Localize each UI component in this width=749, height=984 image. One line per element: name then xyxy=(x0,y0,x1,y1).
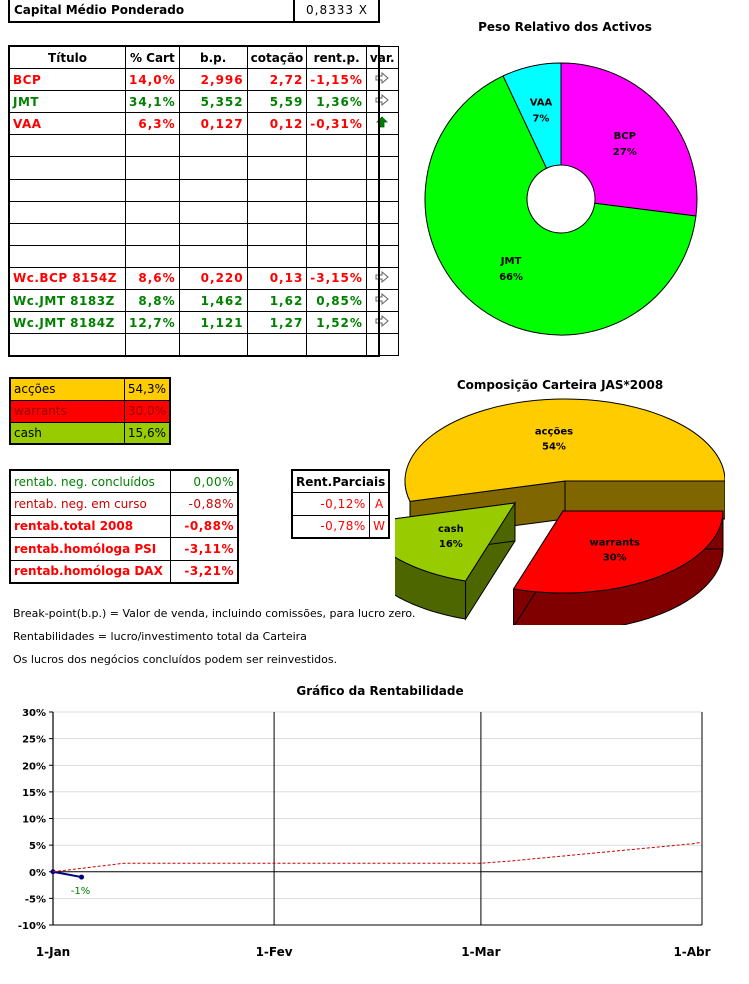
rentab-value: -0,88% xyxy=(170,515,238,538)
holding-name: JMT xyxy=(10,91,126,113)
holding-bp: 5,352 xyxy=(179,91,247,113)
composition-value: 15,6% xyxy=(124,422,170,444)
holding-name xyxy=(10,179,126,201)
holding-row xyxy=(10,312,399,334)
holding-cotacao: 1,27 xyxy=(247,312,307,334)
line-ytick-label: 0% xyxy=(29,867,46,879)
note-break-point: Break-point(b.p.) = Valor de venda, incluindo comissões, para lucro zero. xyxy=(13,607,416,620)
rent-parcial-tag: A xyxy=(369,493,389,516)
holding-name xyxy=(10,135,126,157)
holding-pct xyxy=(126,201,180,223)
holding-pct: 12,7% xyxy=(126,312,180,334)
col-pct-cart: % Cart xyxy=(126,47,180,69)
holding-rent: 1,52% xyxy=(307,312,367,334)
pie3d-label-value: 54% xyxy=(542,441,566,453)
holding-name xyxy=(10,223,126,245)
right-arrow-icon xyxy=(375,293,389,305)
holding-pct xyxy=(126,179,180,201)
right-arrow-icon xyxy=(375,72,389,84)
rentab-label: rentab.total 2008 xyxy=(10,515,170,538)
donut-label-category: JMT xyxy=(500,255,522,267)
holding-bp xyxy=(179,334,247,356)
holding-rent: 0,85% xyxy=(307,290,367,312)
holding-name xyxy=(10,157,126,179)
capital-header xyxy=(8,0,380,23)
holding-row xyxy=(10,157,399,179)
line-data-label: -1% xyxy=(70,886,91,898)
holding-row xyxy=(10,135,399,157)
composition-value: 54,3% xyxy=(124,378,170,400)
line-xtick-label: 1-Abr xyxy=(673,945,711,959)
rentab-row xyxy=(10,560,238,583)
line-ytick-label: 20% xyxy=(22,761,46,773)
line-ytick-label: 5% xyxy=(29,841,46,853)
holdings-table xyxy=(9,46,399,356)
line-ytick-label: 30% xyxy=(22,708,46,719)
holding-row xyxy=(10,290,399,312)
holding-pct xyxy=(126,334,180,356)
line-chart xyxy=(0,700,749,984)
holding-var xyxy=(366,334,398,356)
composition-label: acções xyxy=(10,378,124,400)
pie3d-label-value: 16% xyxy=(438,538,463,550)
holding-bp xyxy=(179,245,247,267)
holding-pct: 8,8% xyxy=(126,290,180,312)
holding-bp: 0,220 xyxy=(179,267,247,289)
right-arrow-icon xyxy=(375,315,389,327)
holding-pct xyxy=(126,223,180,245)
holding-bp: 0,127 xyxy=(179,113,247,135)
rentab-table xyxy=(9,469,239,584)
note-lucros: Os lucros dos negócios concluídos podem ser reinvestidos. xyxy=(13,653,338,666)
capital-label: Capital Médio Ponderado xyxy=(14,3,185,17)
line-series-rentabilidade xyxy=(53,872,82,877)
line-ytick-label: -5% xyxy=(24,894,46,906)
holding-cotacao xyxy=(247,201,307,223)
holding-cotacao: 5,59 xyxy=(247,91,307,113)
pie3d-label-category: acções xyxy=(534,426,574,438)
holding-cotacao: 2,72 xyxy=(247,69,307,91)
holding-cotacao xyxy=(247,245,307,267)
donut-label-category: BCP xyxy=(613,130,636,142)
holding-name: Wc.JMT 8184Z xyxy=(10,312,126,334)
rentab-label: rentab.homóloga PSI xyxy=(10,538,170,561)
composition-label: cash xyxy=(10,422,124,444)
holding-pct: 14,0% xyxy=(126,69,180,91)
rent-parciais-table xyxy=(291,469,390,539)
holding-cotacao: 0,13 xyxy=(247,267,307,289)
rentab-value: -0,88% xyxy=(170,493,238,516)
col-cotacao: cotação xyxy=(247,47,307,69)
line-ytick-label: 10% xyxy=(22,814,46,826)
line-series-referência xyxy=(53,842,702,872)
holding-cotacao xyxy=(247,135,307,157)
line-ytick-label: 15% xyxy=(22,787,46,799)
holding-var xyxy=(366,157,398,179)
holding-rent xyxy=(307,245,367,267)
holding-rent xyxy=(307,334,367,356)
right-arrow-icon xyxy=(375,271,389,283)
holding-bp xyxy=(179,201,247,223)
holding-rent: 1,36% xyxy=(307,91,367,113)
holding-name: VAA xyxy=(10,113,126,135)
holding-var xyxy=(366,201,398,223)
holding-var xyxy=(366,267,398,289)
donut-label-category: VAA xyxy=(529,97,553,109)
rentab-label: rentab. neg. concluídos xyxy=(10,470,170,493)
rentab-label: rentab. neg. em curso xyxy=(10,493,170,516)
holding-rent xyxy=(307,179,367,201)
rentab-row xyxy=(10,470,238,493)
holding-var xyxy=(366,69,398,91)
holding-cotacao xyxy=(247,334,307,356)
holding-rent xyxy=(307,135,367,157)
note-rentabilidades: Rentabilidades = lucro/investimento total da Carteira xyxy=(13,630,307,643)
holding-pct xyxy=(126,135,180,157)
composition-value: 30,0% xyxy=(124,400,170,422)
holding-name: BCP xyxy=(10,69,126,91)
composition-row xyxy=(10,422,170,444)
holding-rent xyxy=(307,201,367,223)
holding-rent xyxy=(307,223,367,245)
holding-pct xyxy=(126,157,180,179)
line-chart-title: Gráfico da Rentabilidade xyxy=(296,684,464,698)
donut-label-value: 7% xyxy=(532,113,550,125)
holdings-header-row xyxy=(10,47,399,69)
pie3d-label-category: cash xyxy=(437,523,464,535)
holding-row xyxy=(10,201,399,223)
right-arrow-icon xyxy=(375,94,389,106)
rent-parcial-value: -0,12% xyxy=(292,493,369,516)
holding-name xyxy=(10,334,126,356)
rent-parcial-tag: W xyxy=(369,515,389,538)
holding-bp: 1,121 xyxy=(179,312,247,334)
line-point xyxy=(79,875,84,880)
holding-var xyxy=(366,91,398,113)
holding-var xyxy=(366,135,398,157)
holding-rent: -3,15% xyxy=(307,267,367,289)
holding-rent: -0,31% xyxy=(307,113,367,135)
pie3d-chart-title: Composição Carteira JAS*2008 xyxy=(456,378,664,392)
holding-bp: 2,996 xyxy=(179,69,247,91)
holding-name xyxy=(10,201,126,223)
holding-row xyxy=(10,223,399,245)
rentab-row xyxy=(10,515,238,538)
holding-pct: 8,6% xyxy=(126,267,180,289)
holding-bp xyxy=(179,135,247,157)
holding-row xyxy=(10,91,399,113)
col-bp: b.p. xyxy=(179,47,247,69)
holding-cotacao: 0,12 xyxy=(247,113,307,135)
donut-label-value: 66% xyxy=(499,271,524,283)
rentab-row xyxy=(10,538,238,561)
donut-label-value: 27% xyxy=(612,146,637,158)
holding-name: Wc.JMT 8183Z xyxy=(10,290,126,312)
col-rent-p: rent.p. xyxy=(307,47,367,69)
holding-var xyxy=(366,245,398,267)
holding-row xyxy=(10,179,399,201)
capital-value: 0,8333 X xyxy=(306,3,369,17)
line-xtick-label: 1-Mar xyxy=(461,945,501,959)
holding-var xyxy=(366,113,398,135)
holding-bp xyxy=(179,157,247,179)
holding-rent xyxy=(307,157,367,179)
holding-bp xyxy=(179,179,247,201)
holding-var xyxy=(366,179,398,201)
holding-row xyxy=(10,69,399,91)
line-ytick-label: 25% xyxy=(22,734,46,746)
col-titulo: Título xyxy=(10,47,126,69)
holding-bp: 1,462 xyxy=(179,290,247,312)
holding-var xyxy=(366,312,398,334)
composition-label: warrants xyxy=(10,400,124,422)
up-arrow-icon xyxy=(375,116,389,128)
holding-var xyxy=(366,223,398,245)
holding-row xyxy=(10,334,399,356)
composition-table xyxy=(9,377,171,445)
composition-row xyxy=(10,378,170,400)
holding-rent: -1,15% xyxy=(307,69,367,91)
holding-name xyxy=(10,245,126,267)
pie3d-chart xyxy=(395,395,725,625)
donut-chart xyxy=(400,40,730,340)
line-xtick-label: 1-Jan xyxy=(35,945,71,959)
holding-bp xyxy=(179,223,247,245)
pie3d-label-value: 30% xyxy=(602,552,627,564)
holding-cotacao xyxy=(247,179,307,201)
line-xtick-label: 1-Fev xyxy=(255,945,293,959)
pie3d-label-category: warrants xyxy=(589,537,640,549)
holding-name: Wc.BCP 8154Z xyxy=(10,267,126,289)
holding-pct: 6,3% xyxy=(126,113,180,135)
rentab-value: 0,00% xyxy=(170,470,238,493)
holding-row xyxy=(10,245,399,267)
holding-pct xyxy=(126,245,180,267)
holding-row xyxy=(10,113,399,135)
holding-cotacao xyxy=(247,157,307,179)
holding-cotacao xyxy=(247,223,307,245)
donut-chart-title: Peso Relativo dos Activos xyxy=(478,20,652,34)
composition-row xyxy=(10,400,170,422)
rentab-row xyxy=(10,493,238,516)
holding-row xyxy=(10,267,399,289)
rent-parciais-title: Rent.Parciais xyxy=(292,470,389,493)
col-var: var. xyxy=(366,47,398,69)
rentab-value: -3,11% xyxy=(170,538,238,561)
rentab-value: -3,21% xyxy=(170,560,238,583)
holding-pct: 34,1% xyxy=(126,91,180,113)
rentab-label: rentab.homóloga DAX xyxy=(10,560,170,583)
holding-var xyxy=(366,290,398,312)
line-ytick-label: -10% xyxy=(17,921,46,932)
rent-parcial-value: -0,78% xyxy=(292,515,369,538)
holding-cotacao: 1,62 xyxy=(247,290,307,312)
